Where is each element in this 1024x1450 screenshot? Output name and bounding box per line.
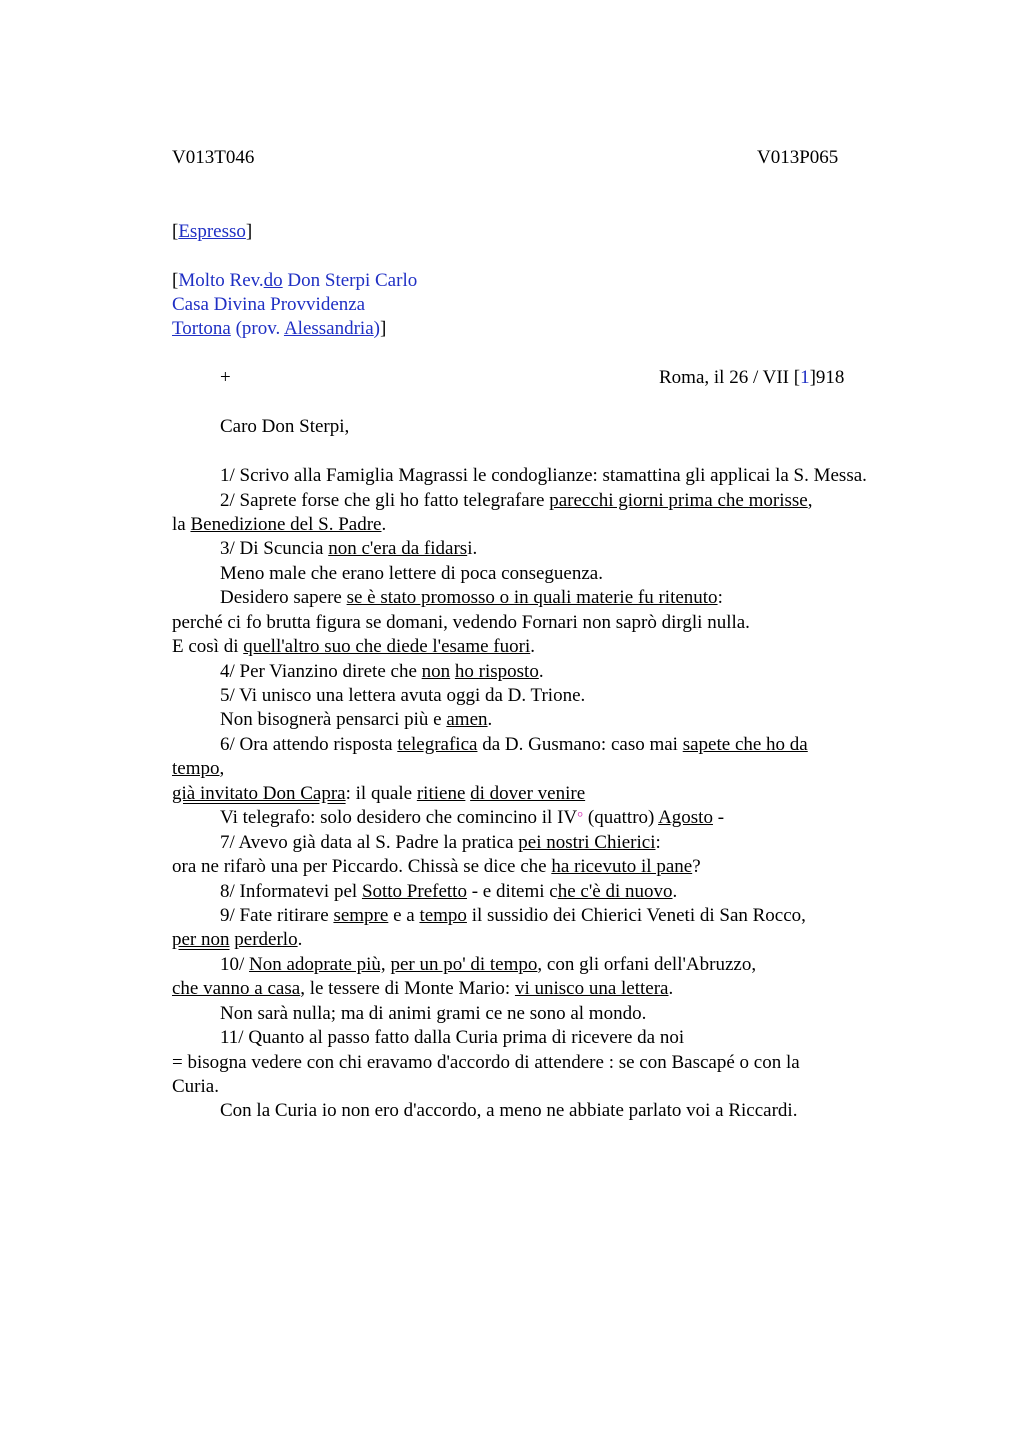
body-line: = bisogna vedere con chi eravamo d'accordo di attendere : se con Bascapé o con la xyxy=(172,1052,800,1073)
body-line: Vi telegrafo: solo desidero che comincino il IV° (quattro) Agosto - xyxy=(220,807,725,828)
degree-sign: ° xyxy=(577,810,584,826)
cross-symbol: + xyxy=(220,367,231,388)
body-line: E così di quell'altro suo che diede l'esame fuori. xyxy=(172,636,535,657)
body-line: ora ne rifarò una per Piccardo. Chissà se dice che ha ricevuto il pane? xyxy=(172,856,701,877)
body-line: per non perderlo. xyxy=(172,929,303,950)
body-line: 8/ Informatevi pel Sotto Prefetto - e ditemi che c'è di nuovo. xyxy=(220,881,678,902)
city-link[interactable]: Tortona xyxy=(172,318,231,339)
body-line: Curia. xyxy=(172,1076,219,1097)
body-line: 11/ Quanto al passo fatto dalla Curia prima di ricevere da noi xyxy=(220,1027,685,1048)
year-digit: 1 xyxy=(800,367,810,388)
province-link[interactable]: Alessandria xyxy=(283,318,374,339)
addressee-abbrev-link[interactable]: do xyxy=(263,270,283,291)
body-line: 2/ Saprete forse che gli ho fatto telegrafare parecchi giorni prima che morisse, xyxy=(220,490,813,511)
body-line: 4/ Per Vianzino direte che non ho risposto. xyxy=(220,661,544,682)
body-line: che vanno a casa, le tessere di Monte Mario: vi unisco una lettera. xyxy=(172,978,674,999)
body-line: 5/ Vi unisco una lettera avuta oggi da D. Trione. xyxy=(220,685,586,706)
document-code-right: V013P065 xyxy=(757,147,839,168)
body-line: già invitato Don Capra: il quale ritiene di dover venire xyxy=(172,783,586,804)
body-line: Meno male che erano lettere di poca conseguenza. xyxy=(220,563,603,584)
body-line: Non bisognerà pensarci più e amen. xyxy=(220,709,493,730)
body-line: 10/ Non adoprate più, per un po' di tempo, con gli orfani dell'Abruzzo, xyxy=(220,954,757,975)
body-line: 6/ Ora attendo risposta telegrafica da D. Gusmano: caso mai sapete che ho da xyxy=(220,734,808,755)
salutation: Caro Don Sterpi, xyxy=(220,416,350,437)
body-line: 3/ Di Scuncia non c'era da fidarsi. xyxy=(220,538,478,559)
document-code-left: V013T046 xyxy=(172,147,255,168)
body-line: Non sarà nulla; ma di animi grami ce ne sono al mondo. xyxy=(220,1003,647,1024)
body-line: 1/ Scrivo alla Famiglia Magrassi le condoglianze: stamattina gli applicai la S. Messa. xyxy=(220,465,867,486)
body-line: 7/ Avevo già data al S. Padre la pratica pei nostri Chierici: xyxy=(220,832,661,853)
addressee-line: [Molto Rev.do Don Sterpi Carlo xyxy=(172,270,418,291)
city-line: Tortona (prov. Alessandria)] xyxy=(172,318,387,339)
body-line: la Benedizione del S. Padre. xyxy=(172,514,387,535)
date-line: Roma, il 26 / VII [1]918 xyxy=(659,367,845,388)
body-line: perché ci fo brutta figura se domani, vedendo Fornari non saprò dirgli nulla. xyxy=(172,612,750,633)
body-line: tempo, xyxy=(172,758,225,779)
espresso-line: [Espresso] xyxy=(172,221,253,242)
espresso-link[interactable]: Espresso xyxy=(178,221,246,242)
body-line: 9/ Fate ritirare sempre e a tempo il sussidio dei Chierici Veneti di San Rocco, xyxy=(220,905,806,926)
house-line: Casa Divina Provvidenza xyxy=(172,294,366,315)
body-line: Con la Curia io non ero d'accordo, a meno ne abbiate parlato voi a Riccardi. xyxy=(220,1100,798,1121)
body-line: Desidero sapere se è stato promosso o in quali materie fu ritenuto: xyxy=(220,587,723,608)
